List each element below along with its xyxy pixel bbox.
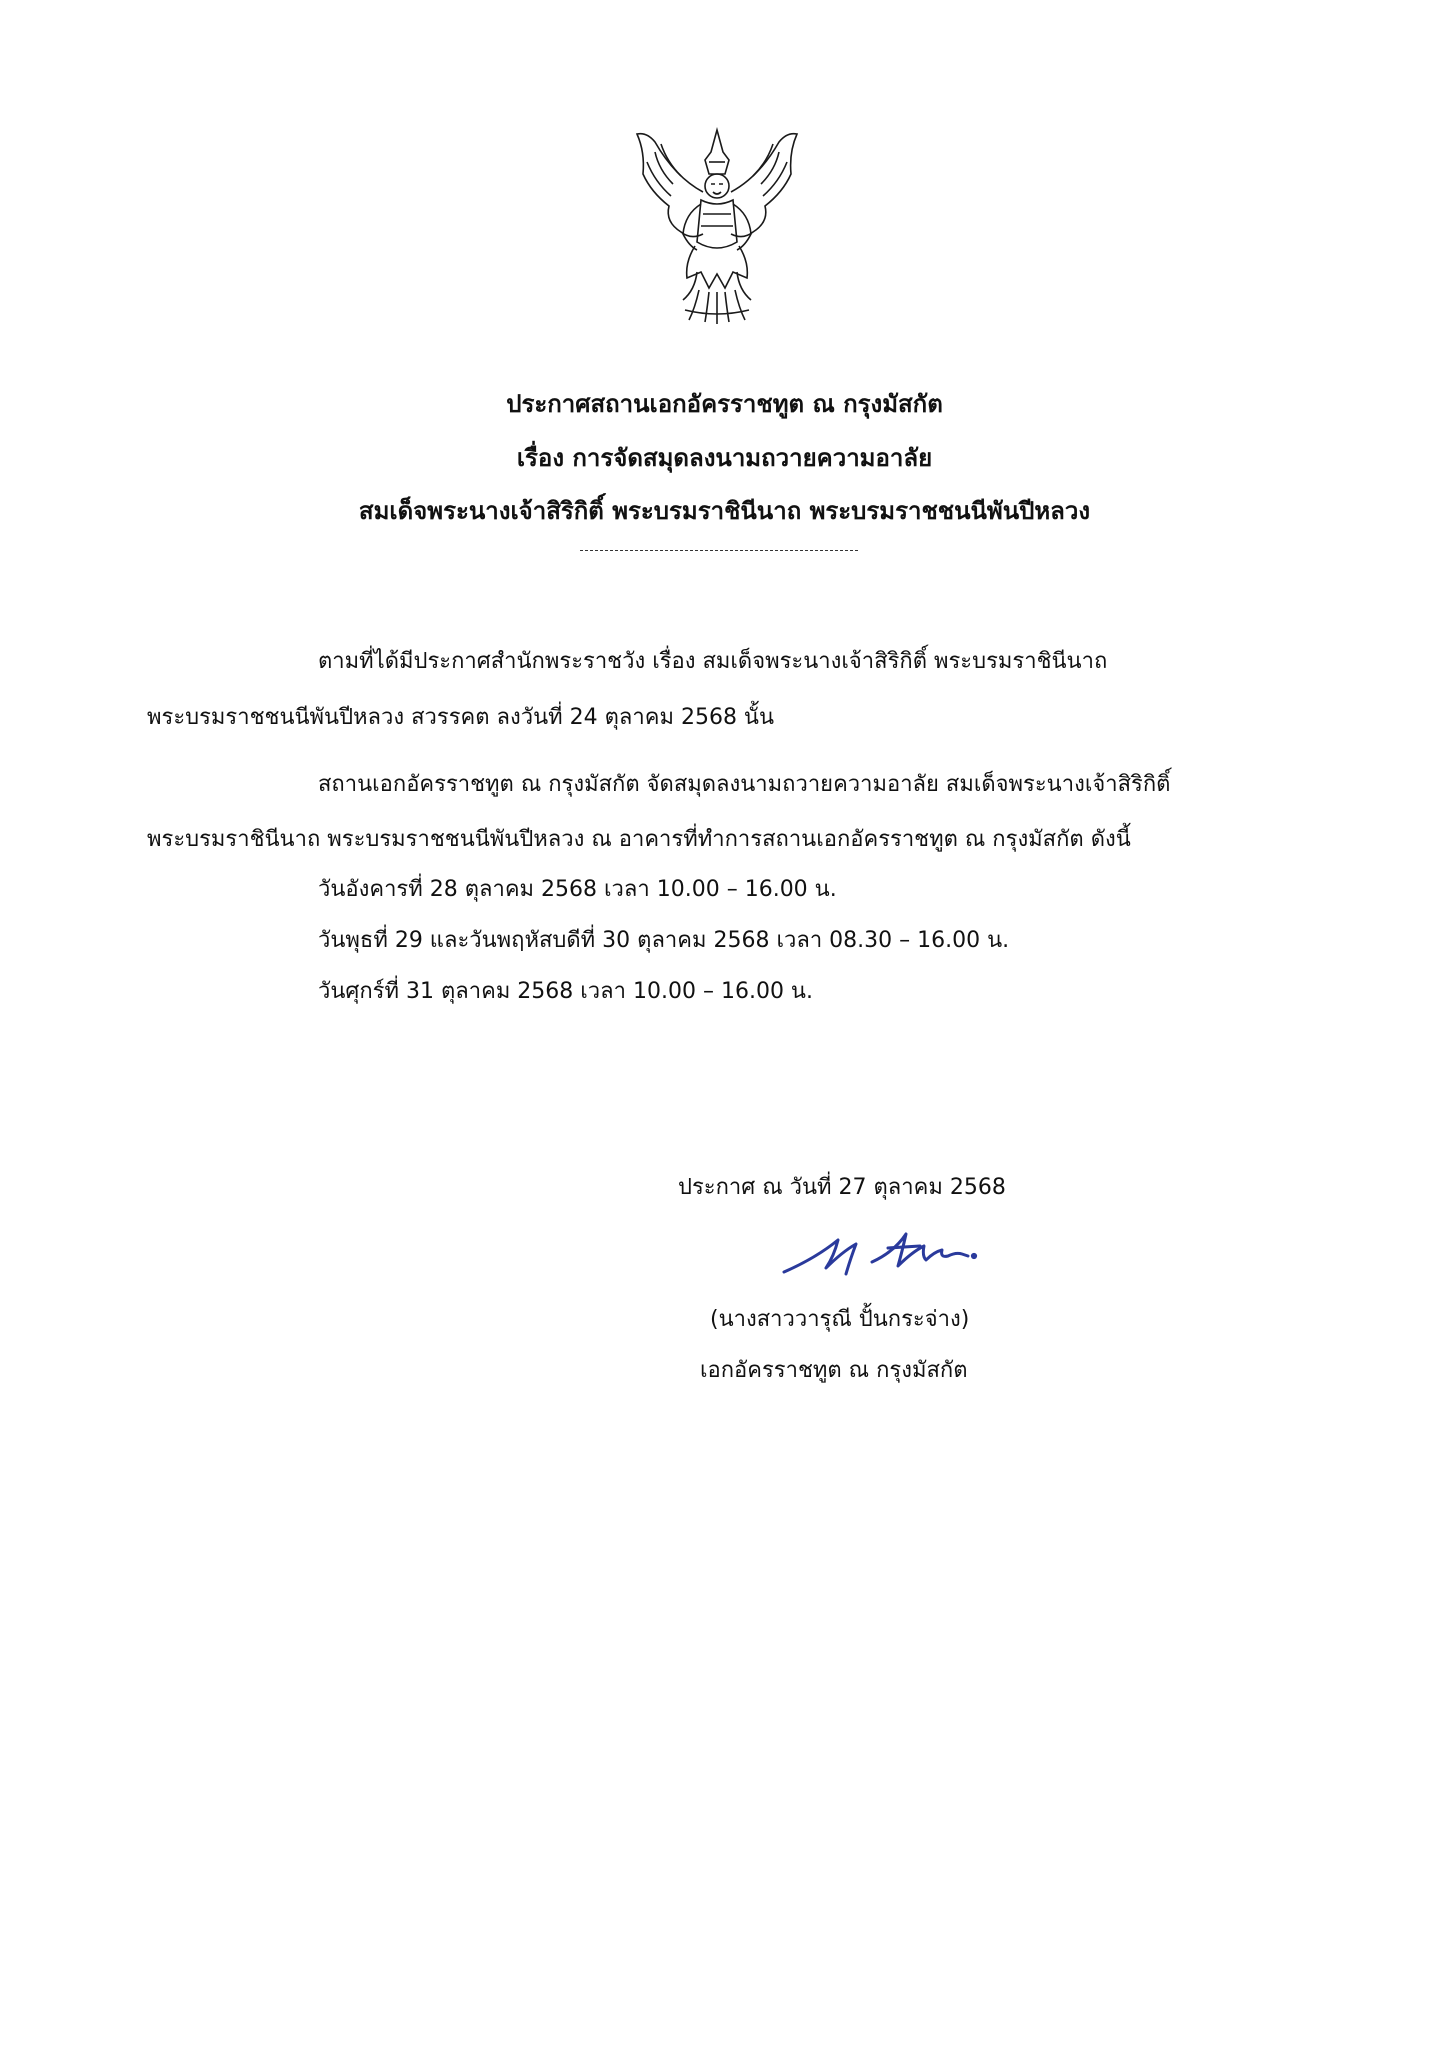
signer-name: (นางสาววารุณี ปั้นกระจ่าง) (710, 1307, 970, 1332)
garuda-emblem-icon (625, 122, 810, 327)
paragraph-2-line-1: สถานเอกอัครราชทูต ณ กรุงมัสกัต จัดสมุดลงนามถวายความอาลัย สมเด็จพระนางเจ้าสิริกิติ์ (318, 772, 1171, 797)
schedule-item: วันอังคารที่ 28 ตุลาคม 2568 เวลา 10.00 – 16.00 น. (318, 877, 837, 902)
announcement-subject: เรื่อง การจัดสมุดลงนามถวายความอาลัย (516, 444, 933, 472)
schedule-item: วันพุธที่ 29 และวันพฤหัสบดีที่ 30 ตุลาคม 2568 เวลา 08.30 – 16.00 น. (318, 928, 1010, 953)
paragraph-1-line-2: พระบรมราชชนนีพันปีหลวง สวรรคต ลงวันที่ 24 ตุลาคม 2568 นั้น (147, 705, 775, 730)
announcement-date: ประกาศ ณ วันที่ 27 ตุลาคม 2568 (678, 1175, 1006, 1200)
signer-title: เอกอัครราชทูต ณ กรุงมัสกัต (700, 1358, 968, 1383)
handwritten-signature-icon (776, 1222, 1006, 1282)
announcement-subject-continued: สมเด็จพระนางเจ้าสิริกิติ์ พระบรมราชินีนาถ พระบรมราชชนนีพันปีหลวง (358, 497, 1091, 525)
schedule-item: วันศุกร์ที่ 31 ตุลาคม 2568 เวลา 10.00 – 16.00 น. (318, 979, 813, 1004)
paragraph-1-line-1: ตามที่ได้มีประกาศสำนักพระราชวัง เรื่อง สมเด็จพระนางเจ้าสิริกิติ์ พระบรมราชินีนาถ (318, 649, 1108, 674)
announcement-title: ประกาศสถานเอกอัครราชทูต ณ กรุงมัสกัต (506, 390, 943, 418)
dashed-divider (580, 550, 858, 551)
paragraph-2-line-2: พระบรมราชินีนาถ พระบรมราชชนนีพันปีหลวง ณ อาคารที่ทำการสถานเอกอัครราชทูต ณ กรุงมัสกัต ดังนี้ (147, 827, 1131, 852)
